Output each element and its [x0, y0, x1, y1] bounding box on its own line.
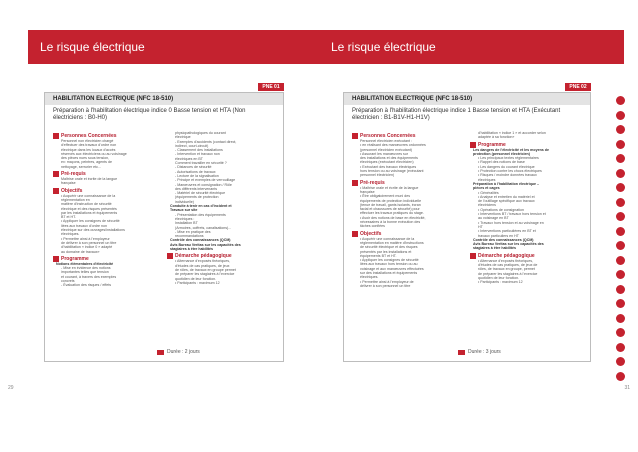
text-line: Avis Bureau Veritas sur les capacités des: [170, 242, 241, 247]
text-line: • Opérations de consignation: [478, 207, 525, 212]
page-number: 29: [8, 385, 14, 391]
course-columns: [352, 131, 584, 343]
text-line: • Assurant les manœuvres sur: [360, 151, 408, 156]
course-card: [343, 92, 591, 362]
text-line: - Mise en évidence des notions: [61, 266, 111, 271]
text-line: concrets: [61, 279, 75, 284]
factory-icon: [616, 357, 625, 366]
text-line: voisinage et aux manœuvres effectuées: [360, 266, 424, 271]
text-line: liées aux travaux d'ordre non: [61, 223, 108, 228]
text-line: (Armoires, coffrets, canalisations)...: [175, 225, 232, 230]
text-line: quotidien de leur fonction.: [175, 276, 217, 281]
clock-icon: [458, 350, 465, 355]
text-line: équipements BT et HT.: [360, 253, 397, 258]
section-title: Objectifs: [61, 187, 83, 194]
text-line: de délivrer à son personnel un titre: [61, 240, 117, 245]
text-line: d'études de cas pratiques, de jeux de: [478, 263, 538, 268]
section-icon: [167, 253, 173, 259]
text-line: électrique et des risques présentés: [61, 206, 117, 211]
course-code-tab: PNE 02: [565, 83, 591, 91]
text-line: • Les principaux textes réglementaires: [478, 156, 539, 161]
course-code-tab: PNE 01: [258, 83, 284, 91]
text-line: • Appliquer les consignes de sécurité: [61, 219, 120, 224]
section-title: Démarche pédagogique: [175, 253, 232, 260]
cross-icon: [616, 169, 625, 178]
building-icon: [616, 227, 625, 236]
hazard-icon: [616, 299, 625, 308]
truck-icon: [616, 270, 625, 279]
text-line: stagiaires à être habilités: [473, 246, 516, 251]
duration: [458, 349, 501, 355]
text-line: indirect, court-circuit): [175, 143, 209, 148]
course-card: [44, 92, 284, 362]
course-column-left: [53, 131, 163, 343]
text-line: stagiaires à être habilités: [170, 247, 213, 252]
text-line: • Généralités: [478, 190, 499, 195]
text-line: et courant, à travers des exemples: [61, 274, 117, 279]
duration-label: Durée : 3 jours: [468, 349, 501, 355]
text-line: recommandations: [175, 234, 204, 239]
section-title: Pré-requis: [61, 171, 86, 178]
text-line: Comment travailler en sécurité ?: [175, 161, 227, 166]
text-line: • Rappel des notions de base: [478, 160, 525, 165]
text-line: d'études de cas pratiques, de jeux: [175, 263, 230, 268]
text-line: au voisinage en BT: [478, 216, 509, 221]
text-line: - Manœuvres et consignation / Rôle: [175, 182, 232, 187]
text-line: • Participants : maximum 12: [478, 280, 523, 285]
text-line: BT et HT.: [61, 215, 76, 220]
text-line: d'habilitation « indice 1 » et accorder selon: [478, 131, 546, 135]
text-line: • Permettre ainsi à l'employeur: [61, 236, 110, 241]
text-line: électrique sur des ouvrages/installations: [61, 228, 125, 233]
text-line: de préparer les stagiaires à l'exercice: [478, 271, 538, 276]
text-line: électrique dans les locaux d'accès: [61, 147, 116, 152]
recycle-icon: [616, 96, 625, 105]
text-line: Travaux sur site: [170, 208, 198, 213]
text-line: Avis Bureau Veritas sur les capacités des: [473, 242, 544, 247]
text-line: délivrer à son personnel un titre: [360, 283, 411, 288]
text-line: matière d'instruction de sécurité: [61, 202, 112, 207]
section-icon: [53, 171, 59, 177]
text-line: électriques.: [61, 232, 80, 237]
text-line: - Distances de sécurité: [175, 165, 212, 170]
tree-icon: [616, 154, 625, 163]
tank-icon: [616, 256, 625, 265]
course-subtitle: Préparation à l'habilitation électrique indice 1 Basse tension et HTA (Exécutant électricien : B1-B1V-H1-H1V): [352, 108, 561, 121]
text-line: Notions élémentaires d'électricité: [56, 261, 114, 266]
icon-strip: [614, 96, 628, 386]
right-page: [319, 0, 638, 452]
text-line: Contrôle des connaissances (QCM): [170, 238, 231, 243]
text-line: liées aux travaux hors tension ou au: [360, 262, 418, 267]
text-line: - Mise en pratique des: [175, 229, 211, 234]
text-line: réservés aux électriciens ou au voisinage: [61, 151, 127, 156]
course-column-left: [352, 131, 466, 343]
text-line: électriques.: [360, 275, 379, 280]
text-line: d'habilitation « indice 0 » adapté: [61, 245, 113, 250]
section-title: Objectifs: [360, 230, 382, 237]
text-line: importantes telles que tension: [61, 270, 109, 275]
text-line: - Lecture de la signalisation: [175, 173, 219, 178]
text-line: travaux particuliers en HT: [478, 233, 519, 238]
text-line: • Appliquer les consignes de sécurité: [360, 258, 419, 263]
text-line: quotidien de leur fonction.: [478, 275, 520, 280]
text-line: • Alternance d'exposés théoriques,: [175, 259, 231, 264]
text-line: facial et chaussures de sécurité) pour: [360, 207, 420, 212]
course-column-right: [167, 131, 277, 343]
text-line: au domaine de travaux»: [61, 249, 100, 254]
text-line: pièces et cages: [473, 186, 500, 191]
section-icon: [53, 133, 59, 139]
text-line: Préparation à l'habilitation électrique –: [473, 181, 539, 186]
flask-icon: [616, 125, 625, 134]
text-line: électrique: [175, 135, 191, 140]
text-line: personnel électricien): [360, 173, 395, 178]
text-line: Conduite à tenir en cas d'incident et: [170, 204, 232, 209]
text-line: - Exemples d'accidents (contact direct,: [175, 139, 237, 144]
text-line: • Protection contre les chocs électriques: [478, 169, 542, 174]
text-line: des différents intervenants: [175, 186, 218, 191]
text-line: • Maîtrise orale et écrite de la langue: [360, 185, 419, 190]
text-line: électriques en BT: [175, 156, 203, 161]
text-line: ex: maçons, peintres, agents de: [61, 160, 112, 165]
text-line: équipements de protection individuelle: [360, 198, 422, 203]
text-line: • Être obligatoirement muni des: [360, 194, 410, 199]
text-line: d'effectuer des travaux d'ordre non: [61, 143, 117, 148]
section-title: Programme: [61, 255, 89, 262]
section-title: Démarche pédagogique: [478, 252, 535, 259]
clock-icon: [157, 350, 164, 355]
text-line: électriciens: [478, 203, 496, 208]
text-line: - Intervention et travaux non: [175, 152, 220, 157]
page-number: 31: [624, 385, 630, 391]
section-icon: [470, 253, 476, 259]
text-line: (personnel électricien exécutant): [360, 147, 412, 152]
section-icon: [53, 188, 59, 194]
text-line: (équipements de protection: [175, 195, 219, 200]
text-line: Personnel non électricien chargé: [61, 139, 114, 143]
ladder-icon: [616, 212, 625, 221]
text-line: rôles, de travaux en groupe, permet: [478, 267, 535, 272]
text-line: des pièces nues sous tension,: [61, 156, 110, 161]
text-line: adaptée à sa fonction»: [478, 135, 515, 140]
section-icon: [352, 133, 358, 139]
section-banner: [28, 30, 319, 64]
crane-icon: [616, 343, 625, 352]
text-line: Personnel électricien exécutant :: [360, 139, 412, 143]
course-column-right: [470, 131, 584, 343]
text-line: • Acquérir une connaissance de la: [61, 193, 116, 198]
text-line: de rôles, de travaux en groupe permet: [175, 267, 236, 272]
section-title: Personnes Concernées: [360, 133, 416, 139]
globe-icon: [616, 328, 625, 337]
banner-title: Le risque électrique: [40, 40, 145, 54]
text-line: Maîtrise orale et écrite de la langue: [61, 177, 118, 182]
text-line: de l'outillage spécifique aux travaux: [478, 199, 535, 204]
text-line: électriques :: [175, 216, 195, 221]
text-line: • Interventions BT / travaux hors tension et: [478, 212, 546, 217]
text-line: • en réalisant des manœuvres ordonnées: [360, 143, 426, 148]
text-line: nettoyage, serrurier etc...: [61, 164, 101, 169]
text-line: • Acquérir une connaissance de la: [360, 236, 415, 241]
section-icon: [352, 231, 358, 237]
bolt-icon: [616, 183, 625, 192]
text-line: Les dangers de l'électricité et les moyens de: [473, 147, 549, 152]
text-line: française: [61, 181, 76, 186]
text-line: de préparer les stagiaires à l'exercice: [175, 272, 235, 277]
text-line: tâches confiées: [360, 224, 385, 229]
text-line: • Risques / moindre données travaux: [478, 173, 537, 178]
duration-label: Durée : 2 jours: [167, 349, 200, 355]
section-icon: [470, 142, 476, 148]
text-line: Installation BT: [175, 221, 198, 226]
text-line: réglementation en: [61, 197, 90, 202]
text-line: Contrôle des connaissances (QCM): [473, 237, 534, 242]
section-icon: [53, 256, 59, 262]
course-title: HABILITATION ELECTRIQUE (NFC 18-510): [45, 93, 283, 105]
radiation-icon: [616, 314, 625, 323]
text-line: • Interventions particulières en BT et: [478, 229, 536, 234]
text-line: physiopathologiques du courant: [175, 131, 226, 135]
text-line: électriques (exécutant électricien): [360, 160, 414, 165]
text-line: - Évaluation des risques / effets: [61, 283, 112, 288]
text-line: des installations et des équipements: [360, 156, 418, 161]
text-line: française: [360, 189, 375, 194]
plug-icon: [616, 140, 625, 149]
fire-icon: [616, 111, 625, 120]
text-line: • Avoir des notions de base en électricité,: [360, 215, 426, 220]
text-line: (tenue de travail, gants isolants, écran: [360, 202, 421, 207]
gear-icon: [616, 241, 625, 250]
text-line: réglementation en matière d'instructions: [360, 240, 424, 245]
text-line: effectuer les travaux pratiques du stage.: [360, 211, 424, 216]
duration: [157, 349, 200, 355]
text-line: - Présentation des équipements: [175, 212, 226, 217]
text-line: sur des installations et équipements: [360, 271, 418, 276]
section-title: Programme: [478, 141, 506, 148]
text-line: • Travaux hors tension et au voisinage en: [478, 220, 544, 225]
text-line: individuelle): [175, 199, 194, 204]
section-banner: [319, 30, 624, 64]
text-line: nécessaires à la bonne exécution des: [360, 220, 421, 225]
course-title: HABILITATION ELECTRIQUE (NFC 18-510): [344, 93, 590, 105]
text-line: • Exécutant des travaux électriques: [360, 164, 417, 169]
text-line: • Analyse et entretien du matériel et: [478, 194, 535, 199]
section-title: Personnes Concernées: [61, 133, 117, 139]
text-line: - Principe et exemples de verrouillage: [175, 178, 236, 183]
text-line: - Classement des installations: [175, 148, 223, 153]
eye-icon: [616, 285, 625, 294]
course-subtitle: Préparation à l'habilitation électrique indice 0 Basse tension et HTA (Non électriciens : B0-H0): [53, 108, 246, 121]
course-columns: [53, 131, 277, 343]
drop-icon: [616, 372, 625, 381]
text-line: de sécurité électrique et des risques: [360, 245, 418, 250]
text-line: • Permettre ainsi à l'employeur de: [360, 279, 414, 284]
section-icon: [352, 180, 358, 186]
text-line: présentés par les installations et: [360, 249, 412, 254]
section-title: Pré-requis: [360, 179, 385, 186]
text-line: • Alternance d'exposés théoriques,: [478, 258, 534, 263]
banner-title: Le risque électrique: [331, 40, 436, 54]
text-line: HT: [478, 224, 483, 229]
text-line: - Autorisations de travaux: [175, 169, 216, 174]
text-line: • Participants : maximum 12: [175, 280, 220, 285]
text-line: protection (personnel électricien): [473, 151, 530, 156]
text-line: hors tension ou au voisinage (exécutant: [360, 169, 424, 174]
text-line: • Les dangers du courant électrique: [478, 164, 535, 169]
text-line: - Matériel de sécurité électrique: [175, 191, 226, 196]
text-line: électriques: [478, 177, 496, 182]
text-line: par les installations et équipements: [61, 210, 118, 215]
helmet-icon: [616, 198, 625, 207]
